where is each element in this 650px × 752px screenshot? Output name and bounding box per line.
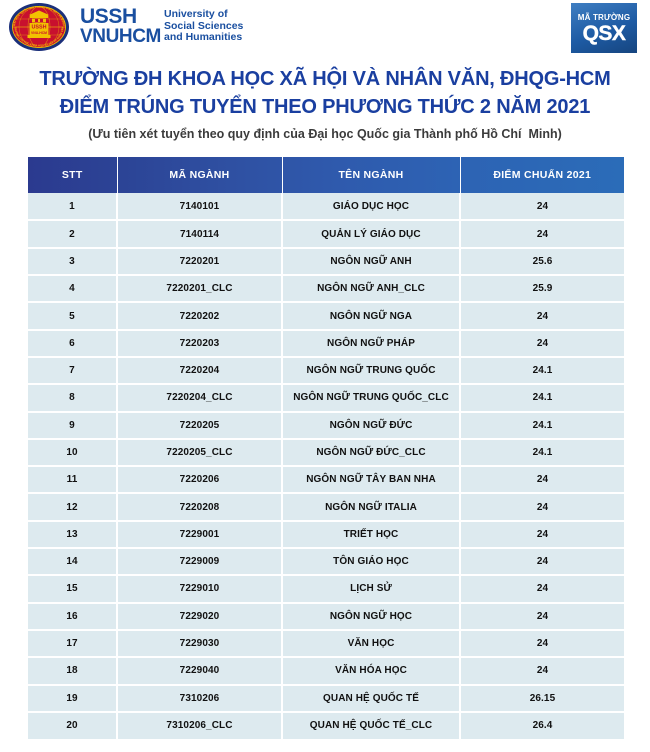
- table-row: [28, 575, 624, 602]
- svg-text:VNU-HCM: VNU-HCM: [30, 31, 48, 35]
- cell-benchmark-score: 24: [460, 302, 624, 329]
- cell-major-name: NGÔN NGỮ NGA: [282, 302, 460, 329]
- brand-fullname: [164, 9, 243, 46]
- cell-stt: 11: [28, 466, 117, 493]
- table-row: [28, 712, 624, 739]
- cell-major-code: 7229040: [117, 657, 282, 684]
- cell-stt: 12: [28, 493, 117, 520]
- table-row: [28, 685, 624, 712]
- cell-stt: 3: [28, 248, 117, 275]
- cell-major-code: 7220203: [117, 330, 282, 357]
- cell-benchmark-score: 24: [460, 575, 624, 602]
- cell-stt: 2: [28, 220, 117, 247]
- cell-major-code: 7220205_CLC: [117, 439, 282, 466]
- table-row: [28, 357, 624, 384]
- cell-benchmark-score: 24: [460, 521, 624, 548]
- cell-benchmark-score: 25.6: [460, 248, 624, 275]
- cell-major-name: NGÔN NGỮ TRUNG QUỐC_CLC: [282, 384, 460, 411]
- column-header-stt: STT: [28, 157, 117, 193]
- table-row: [28, 330, 624, 357]
- cell-major-code: 7220201: [117, 248, 282, 275]
- table-row: [28, 439, 624, 466]
- cell-benchmark-score: 24: [460, 330, 624, 357]
- table-row: [28, 412, 624, 439]
- cell-major-code: 7229020: [117, 603, 282, 630]
- cell-major-name: NGÔN NGỮ ANH_CLC: [282, 275, 460, 302]
- brand-fullname-line-2: Social Sciences: [164, 19, 244, 32]
- table-row: [28, 521, 624, 548]
- cell-major-name: NGÔN NGỮ ITALIA: [282, 493, 460, 520]
- cell-benchmark-score: 24.1: [460, 412, 624, 439]
- cell-stt: 4: [28, 275, 117, 302]
- cell-major-name: TRIẾT HỌC: [282, 521, 460, 548]
- ussh-vnuhcm-emblem-icon: [8, 2, 70, 52]
- table-body: [28, 193, 624, 739]
- cell-stt: 14: [28, 548, 117, 575]
- brand-acronyms: [80, 7, 161, 46]
- cell-major-code: 7220201_CLC: [117, 275, 282, 302]
- cell-major-name: NGÔN NGỮ ĐỨC: [282, 412, 460, 439]
- brand-fullname-line-3: and Humanities: [164, 31, 243, 44]
- cell-benchmark-score: 25.9: [460, 275, 624, 302]
- table-row: [28, 493, 624, 520]
- cell-stt: 17: [28, 630, 117, 657]
- cell-stt: 1: [28, 193, 117, 220]
- cell-stt: 18: [28, 657, 117, 684]
- page-header: [0, 0, 650, 58]
- cell-major-name: NGÔN NGỮ TRUNG QUỐC: [282, 357, 460, 384]
- table-header-row: [28, 157, 624, 193]
- brand-wordmark: [80, 7, 243, 46]
- cell-benchmark-score: 24: [460, 657, 624, 684]
- table-row: [28, 302, 624, 329]
- cell-major-name: NGÔN NGỮ TÂY BAN NHA: [282, 466, 460, 493]
- cell-major-code: 7229030: [117, 630, 282, 657]
- svg-text:TRƯỜNG ĐẠI HỌC KHOA HỌC XÃ HỘI: TRƯỜNG ĐẠI HỌC KHOA HỌC XÃ HỘI VÀ NHÂN VĂN: [13, 26, 65, 48]
- cell-stt: 6: [28, 330, 117, 357]
- cell-major-code: 7220205: [117, 412, 282, 439]
- table-row: [28, 603, 624, 630]
- cell-major-name: VĂN HỌC: [282, 630, 460, 657]
- cell-major-code: 7140101: [117, 193, 282, 220]
- table-row: [28, 466, 624, 493]
- column-header-benchmark-score: ĐIỂM CHUẨN 2021: [493, 169, 592, 182]
- cell-stt: 19: [28, 685, 117, 712]
- column-header-major-name: TÊN NGÀNH: [282, 157, 460, 193]
- cell-benchmark-score: 24: [460, 603, 624, 630]
- cell-stt: 15: [28, 575, 117, 602]
- cell-stt: 16: [28, 603, 117, 630]
- cell-major-code: 7220204_CLC: [117, 384, 282, 411]
- cell-major-name: LỊCH SỬ: [282, 575, 460, 602]
- cell-benchmark-score: 24.1: [460, 357, 624, 384]
- cell-major-name: NGÔN NGỮ ANH: [282, 248, 460, 275]
- cell-stt: 9: [28, 412, 117, 439]
- cell-major-name: QUẢN LÝ GIÁO DỤC: [282, 220, 460, 247]
- cell-major-name: NGÔN NGỮ ĐỨC_CLC: [282, 439, 460, 466]
- cell-major-name: NGÔN NGỮ HỌC: [282, 603, 460, 630]
- cell-stt: 8: [28, 384, 117, 411]
- cell-major-code: 7220206: [117, 466, 282, 493]
- page-title-block: [0, 58, 650, 141]
- cell-major-code: 7310206_CLC: [117, 712, 282, 739]
- brand-acronym-vnuhcm: VNUHCM: [80, 25, 161, 47]
- cell-benchmark-score: 26.15: [460, 685, 624, 712]
- school-code-label: MÃ TRƯỜNG: [577, 12, 631, 22]
- page-subtitle: (Ưu tiên xét tuyển theo quy định của Đại học Quốc gia Thành phố Hồ Chí Minh): [88, 127, 562, 142]
- cell-stt: 20: [28, 712, 117, 739]
- brand-block: [8, 2, 243, 52]
- cell-benchmark-score: 24: [460, 548, 624, 575]
- table-row: [28, 275, 624, 302]
- cell-major-code: 7220202: [117, 302, 282, 329]
- cell-benchmark-score: 24: [460, 193, 624, 220]
- svg-text:USSH: USSH: [31, 24, 47, 31]
- cell-major-code: 7229009: [117, 548, 282, 575]
- cell-major-code: 7220208: [117, 493, 282, 520]
- cell-benchmark-score: 24.1: [460, 384, 624, 411]
- cell-major-name: TÔN GIÁO HỌC: [282, 548, 460, 575]
- cell-stt: 5: [28, 302, 117, 329]
- cell-benchmark-score: 24: [460, 493, 624, 520]
- table-header: [28, 157, 624, 193]
- cell-benchmark-score: 24: [460, 630, 624, 657]
- cell-benchmark-score: 24.1: [460, 439, 624, 466]
- cell-major-code: 7229010: [117, 575, 282, 602]
- school-code-badge: [571, 3, 637, 53]
- cell-stt: 10: [28, 439, 117, 466]
- brand-acronym-ussh: USSH: [80, 5, 137, 29]
- cell-major-name: QUAN HỆ QUỐC TẾ: [282, 685, 460, 712]
- cell-major-name: NGÔN NGỮ PHÁP: [282, 330, 460, 357]
- table-row: [28, 220, 624, 247]
- table-row: [28, 248, 624, 275]
- cell-major-code: 7140114: [117, 220, 282, 247]
- table-row: [28, 548, 624, 575]
- table-row: [28, 630, 624, 657]
- column-header-major-code: MÃ NGÀNH: [117, 157, 282, 193]
- cell-major-name: VĂN HÓA HỌC: [282, 657, 460, 684]
- cell-benchmark-score: 26.4: [460, 712, 624, 739]
- cell-major-name: GIÁO DỤC HỌC: [282, 193, 460, 220]
- svg-text:ĐẠI HỌC QUỐC GIA THÀNH PHỐ HỒ: ĐẠI HỌC QUỐC GIA THÀNH PHỐ HỒ CHÍ MINH: [12, 4, 66, 27]
- table-row: [28, 657, 624, 684]
- cell-major-code: 7229001: [117, 521, 282, 548]
- scores-table-container: [28, 157, 624, 739]
- table-row: [28, 193, 624, 220]
- cell-major-name: QUAN HỆ QUỐC TẾ_CLC: [282, 712, 460, 739]
- cell-benchmark-score: 24: [460, 220, 624, 247]
- cell-major-code: 7310206: [117, 685, 282, 712]
- cell-stt: 7: [28, 357, 117, 384]
- cell-major-code: 7220204: [117, 357, 282, 384]
- brand-fullname-line-1: University of: [164, 7, 228, 20]
- cell-stt: 13: [28, 521, 117, 548]
- page-title-line-2: ĐIỂM TRÚNG TUYỂN THEO PHƯƠNG THỨC 2 NĂM 2021: [59, 95, 591, 118]
- school-code-value: QSX: [582, 21, 626, 45]
- admission-scores-table: [28, 157, 624, 739]
- page-title-line-1: TRƯỜNG ĐH KHOA HỌC XÃ HỘI VÀ NHÂN VĂN, ĐHQG-HCM: [39, 68, 611, 90]
- table-row: [28, 384, 624, 411]
- cell-benchmark-score: 24: [460, 466, 624, 493]
